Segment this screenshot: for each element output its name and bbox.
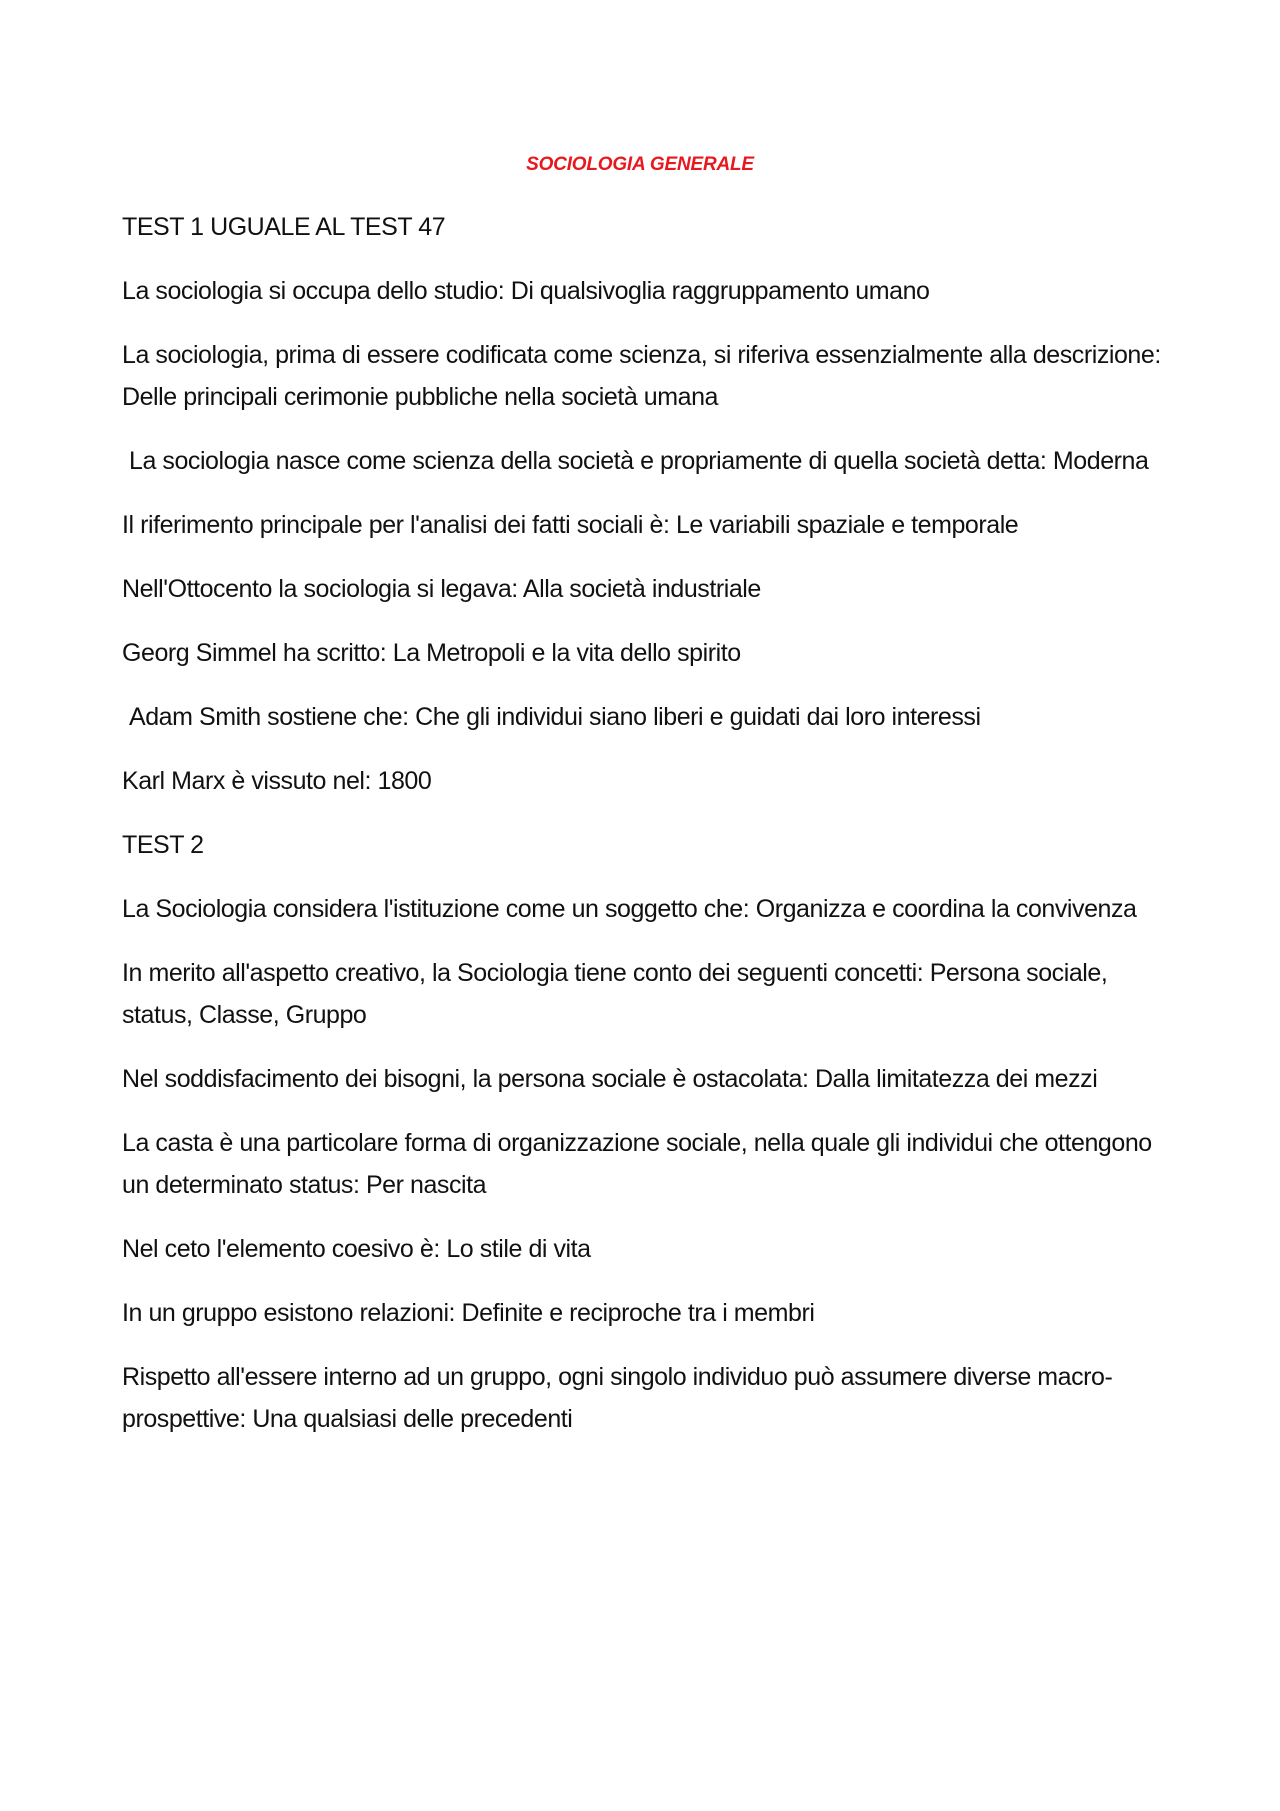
question-answer: Karl Marx è vissuto nel: 1800 <box>122 767 432 795</box>
question-answer: Rispetto all'essere interno ad un gruppo, ogni singolo individuo può assumere diverse macro-prospettive: Una qualsiasi delle precedenti <box>122 1363 1113 1433</box>
document-body <box>122 206 1172 1462</box>
question-answer: Nell'Ottocento la sociologia si legava: Alla società industriale <box>122 575 761 603</box>
section-heading-test-2: TEST 2 <box>122 831 204 859</box>
question-answer: Nel ceto l'elemento coesivo è: Lo stile di vita <box>122 1235 591 1263</box>
document-title: SOCIOLOGIA GENERALE <box>526 154 754 175</box>
question-answer: La casta è una particolare forma di organizzazione sociale, nella quale gli individui che ottengono un determinato status: Per nascita <box>122 1129 1152 1199</box>
question-answer: La sociologia, prima di essere codificata come scienza, si riferiva essenzialmente alla descrizione: Delle principali cerimonie pubbliche nella società umana <box>122 341 1161 411</box>
question-answer: La sociologia si occupa dello studio: Di qualsivoglia raggruppamento umano <box>122 277 930 305</box>
question-answer: In un gruppo esistono relazioni: Definite e reciproche tra i membri <box>122 1299 815 1327</box>
question-answer: Georg Simmel ha scritto: La Metropoli e la vita dello spirito <box>122 639 741 667</box>
question-answer: Nel soddisfacimento dei bisogni, la persona sociale è ostacolata: Dalla limitatezza dei mezzi <box>122 1065 1098 1093</box>
section-heading-test-1: TEST 1 UGUALE AL TEST 47 <box>122 213 446 241</box>
question-answer: La Sociologia considera l'istituzione come un soggetto che: Organizza e coordina la convivenza <box>122 895 1137 923</box>
question-answer: La sociologia nasce come scienza della società e propriamente di quella società detta: Moderna <box>129 447 1149 475</box>
question-answer: Adam Smith sostiene che: Che gli individui siano liberi e guidati dai loro interessi <box>129 703 981 731</box>
question-answer: In merito all'aspetto creativo, la Sociologia tiene conto dei seguenti concetti: Persona sociale, status, Classe, Gruppo <box>122 959 1108 1029</box>
question-answer: Il riferimento principale per l'analisi dei fatti sociali è: Le variabili spaziale e temporale <box>122 511 1019 539</box>
